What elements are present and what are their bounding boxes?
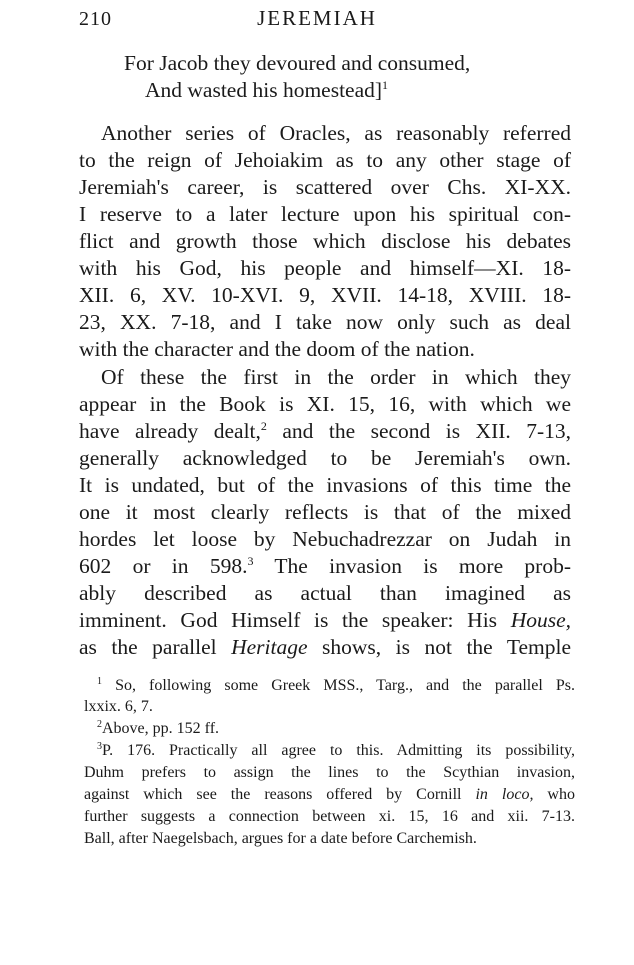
footnote-1: $^1$ So, following some Greek MSS., Targ., and the parallel Ps. [97, 676, 576, 694]
footnote-2: $^2$Above, pp. 152 ff. [97, 719, 220, 737]
body-line: generally acknowledged to be Jeremiah's own. [79, 446, 571, 470]
body-line: 602 or in 598.$^3$ The invasion is more prob- [79, 554, 571, 578]
body-line: as the parallel Heritage shows, is not the Temple [79, 635, 571, 659]
footnote-3-cont: Duhm prefers to assign the lines to the Scythian invasion, [84, 764, 575, 781]
footnote-3-cont: Ball, after Naegelsbach, argues for a date before Carchemish. [84, 830, 477, 847]
footnote-3-cont: against which see the reasons offered by Cornill in loco, who [84, 786, 575, 803]
body-line: with the character and the doom of the nation. [79, 337, 475, 361]
body-line: flict and growth those which disclose his debates [79, 229, 571, 253]
body-line: ably described as actual than imagined as [79, 581, 571, 605]
footnote-3-cont: further suggests a connection between xi. 15, 16 and xii. 7-13. [84, 808, 575, 825]
body-line: one it most clearly reflects is that of the mixed [79, 500, 571, 524]
body-line: hordes let loose by Nebuchadrezzar on Judah in [79, 527, 571, 551]
body-line: Another series of Oracles, as reasonably referred [101, 121, 571, 145]
running-title: JEREMIAH [257, 6, 377, 30]
body-line: I reserve to a later lecture upon his spiritual con- [79, 202, 571, 226]
footnote-1-cont: lxxix. 6, 7. [84, 698, 153, 715]
footnote-3: $^3$P. 176. Practically all agree to this. Admitting its possibility, [97, 741, 575, 759]
footnote-ref: 1 [382, 78, 389, 92]
quote-line: And wasted his homestead]$^1$ [145, 78, 389, 102]
body-line: 23, XX. 7-18, and I take now only such as deal [79, 310, 571, 334]
body-line: imminent. God Himself is the speaker: His House, [79, 608, 571, 632]
footnote-ref: 2 [260, 419, 267, 433]
body-line: Of these the first in the order in which they [101, 365, 571, 389]
body-line: It is undated, but of the invasions of this time the [79, 473, 571, 497]
body-line: Jeremiah's career, is scattered over Chs. XI-XX. [79, 175, 571, 199]
body-line: XII. 6, XV. 10-XVI. 9, XVII. 14-18, XVIII. 18- [79, 283, 571, 307]
running-header [0, 6, 634, 32]
body-line: with his God, his people and himself—XI. 18- [79, 256, 571, 280]
footnote-ref: 3 [247, 554, 254, 568]
body-line: have already dealt,$^2$ and the second is XII. 7-13, [79, 419, 571, 443]
body-line: to the reign of Jehoiakim as to any other stage of [79, 148, 571, 172]
page-number: 210 [79, 8, 112, 30]
body-line: appear in the Book is XI. 15, 16, with which we [79, 392, 571, 416]
quote-line: For Jacob they devoured and consumed, [124, 51, 471, 75]
